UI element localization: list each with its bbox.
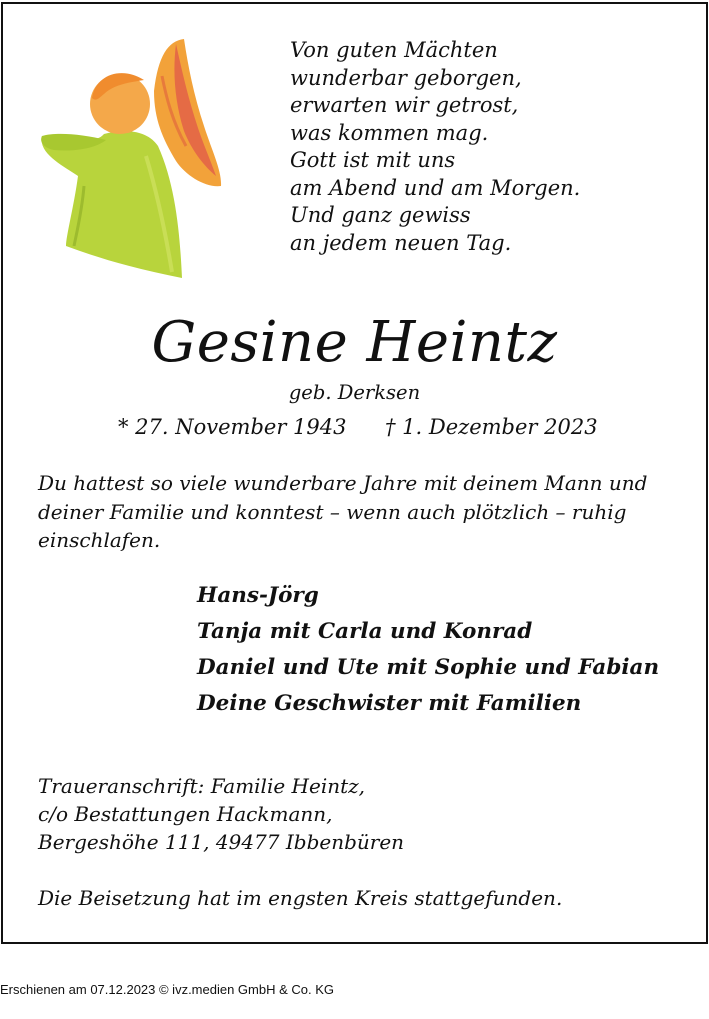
address-line: Traueranschrift: Familie Heintz, bbox=[38, 774, 366, 798]
family-member: Daniel und Ute mit Sophie und Fabian bbox=[197, 655, 660, 680]
poem-line: am Abend und am Morgen. bbox=[290, 175, 581, 200]
address-line: c/o Bestattungen Hackmann, bbox=[38, 802, 333, 826]
poem-line: was kommen mag. bbox=[290, 120, 489, 145]
family-list bbox=[197, 578, 659, 722]
family-member: Hans-Jörg bbox=[197, 583, 319, 608]
farewell-message: Du hattest so viele wunderbare Jahre mit deinem Mann und deiner Familie und konntest – wenn auch plötzlich – ruhig einschlafen. bbox=[38, 471, 648, 552]
burial-note: Die Beisetzung hat im engsten Kreis stattgefunden. bbox=[38, 886, 563, 910]
poem bbox=[290, 37, 680, 257]
birth-date: * 27. November 1943 bbox=[118, 415, 347, 439]
angel-icon bbox=[36, 36, 226, 281]
mourning-address bbox=[38, 772, 404, 856]
publication-footer: Erschienen am 07.12.2023 © ivz.medien GmbH & Co. KG bbox=[0, 982, 335, 997]
death-date: † 1. Dezember 2023 bbox=[385, 415, 598, 439]
family-member: Deine Geschwister mit Familien bbox=[197, 691, 582, 716]
poem-line: erwarten wir getrost, bbox=[290, 93, 519, 117]
poem-line: an jedem neuen Tag. bbox=[290, 230, 512, 255]
birth-name: geb. Derksen bbox=[288, 381, 421, 404]
poem-line: Und ganz gewiss bbox=[290, 203, 471, 227]
address-line: Bergeshöhe 111, 49477 Ibbenbüren bbox=[38, 830, 405, 854]
deceased-name: Gesine Heintz bbox=[151, 310, 558, 375]
poem-line: Gott ist mit uns bbox=[290, 148, 456, 172]
poem-line: Von guten Mächten bbox=[290, 38, 498, 62]
family-member: Tanja mit Carla und Konrad bbox=[197, 619, 533, 644]
poem-line: wunderbar geborgen, bbox=[290, 65, 522, 90]
